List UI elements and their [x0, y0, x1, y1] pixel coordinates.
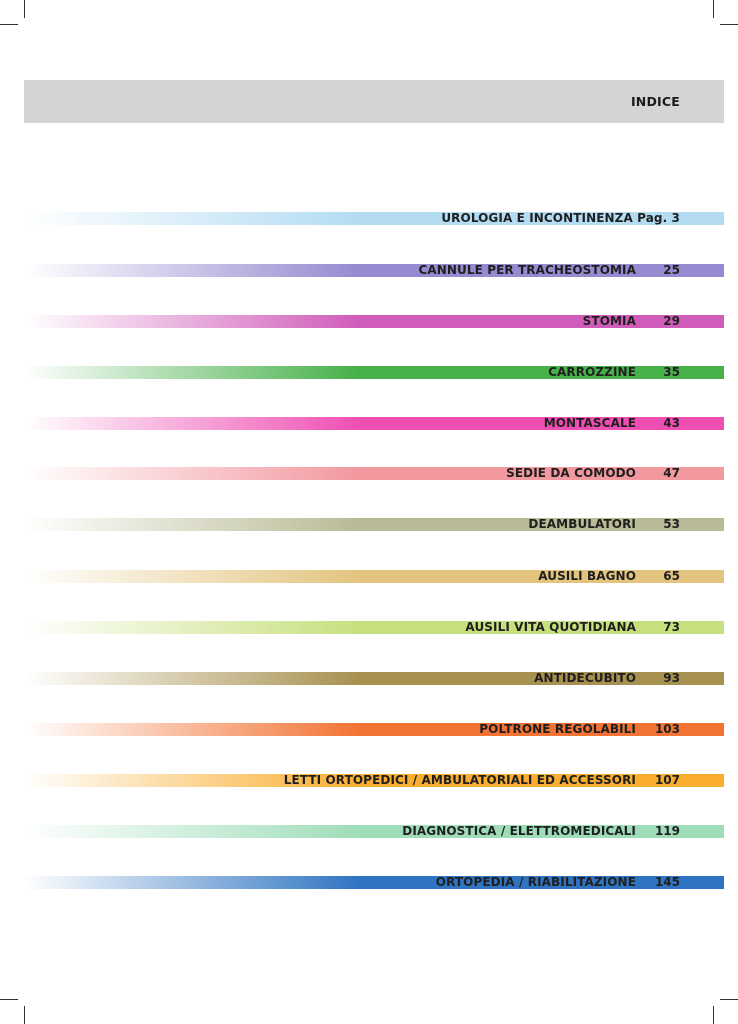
- toc-row[interactable]: [24, 212, 724, 225]
- toc-page-number: 43: [663, 416, 680, 430]
- toc-page-number: 145: [654, 875, 680, 889]
- toc-page-number: 35: [663, 365, 680, 379]
- toc-row[interactable]: [24, 315, 724, 328]
- toc-row[interactable]: [24, 774, 724, 787]
- toc-page-number: 53: [663, 517, 680, 531]
- toc-row[interactable]: [24, 264, 724, 277]
- toc-row[interactable]: [24, 570, 724, 583]
- toc-row[interactable]: [24, 417, 724, 430]
- toc-page-number: 103: [654, 722, 680, 736]
- toc-page-number: 107: [654, 773, 680, 787]
- toc-row[interactable]: [24, 672, 724, 685]
- page-title: INDICE: [630, 94, 680, 109]
- toc-row[interactable]: [24, 825, 724, 838]
- toc-section-label: DIAGNOSTICA / ELETTROMEDICALI: [402, 824, 636, 838]
- toc-section-label: LETTI ORTOPEDICI / AMBULATORIALI ED ACCESSORI: [283, 773, 636, 787]
- toc-section-label: AUSILI VITA QUOTIDIANA: [465, 620, 636, 634]
- toc-row[interactable]: [24, 467, 724, 480]
- toc-section-label: ANTIDECUBITO: [534, 671, 636, 685]
- toc-row[interactable]: [24, 366, 724, 379]
- toc-section-label: MONTASCALE: [543, 416, 636, 430]
- toc-row[interactable]: [24, 876, 724, 889]
- toc-page-number: 93: [663, 671, 680, 685]
- toc-page-number: 25: [663, 263, 680, 277]
- toc-section-label: ORTOPEDIA / RIABILITAZIONE: [435, 875, 636, 889]
- toc-row[interactable]: [24, 723, 724, 736]
- toc-page-number: 29: [663, 314, 680, 328]
- toc-section-label: STOMIA: [582, 314, 636, 328]
- toc-page-number: 73: [663, 620, 680, 634]
- toc-section-label: UROLOGIA E INCONTINENZA Pag. 3: [441, 211, 680, 225]
- toc-section-label: SEDIE DA COMODO: [506, 466, 636, 480]
- toc-row[interactable]: [24, 621, 724, 634]
- toc-section-label: POLTRONE REGOLABILI: [479, 722, 636, 736]
- toc-page-number: 47: [663, 466, 680, 480]
- toc-section-label: AUSILI BAGNO: [538, 569, 636, 583]
- toc-page-number: 65: [663, 569, 680, 583]
- toc-section-label: CARROZZINE: [548, 365, 636, 379]
- toc-page-number: 119: [654, 824, 680, 838]
- toc-row[interactable]: [24, 518, 724, 531]
- toc-section-label: DEAMBULATORI: [528, 517, 636, 531]
- toc-section-label: CANNULE PER TRACHEOSTOMIA: [418, 263, 636, 277]
